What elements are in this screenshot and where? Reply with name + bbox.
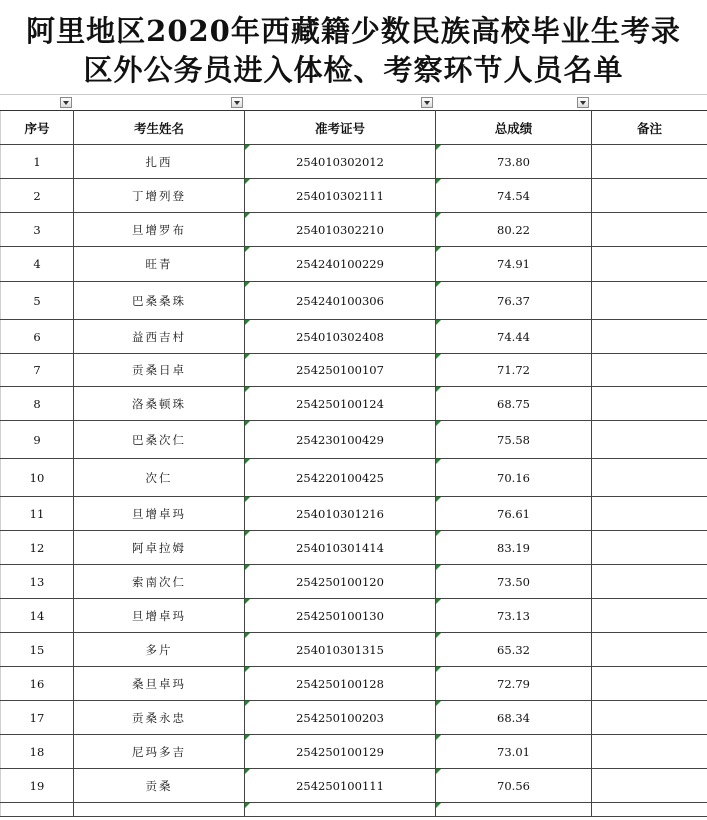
cell-id: 254250100111 [245,769,436,803]
header-cell: 备注 [592,111,707,145]
cell-no: 12 [1,531,74,565]
cell-score: 65.32 [436,633,592,667]
cell-id [245,803,436,817]
header-cell: 考生姓名 [74,111,245,145]
table-row [1,531,707,565]
cell-note [592,531,707,565]
cell-no: 19 [1,769,74,803]
cell-no: 4 [1,247,74,282]
cell-score: 70.16 [436,459,592,497]
cell-no: 18 [1,735,74,769]
cell-id: 254230100429 [245,421,436,459]
table-row [1,247,707,282]
cell-no: 14 [1,599,74,633]
cell-id: 254010302408 [245,320,436,354]
cell-id: 254010302111 [245,179,436,213]
cell-note [592,421,707,459]
cell-note [592,565,707,599]
cell-id: 254010302210 [245,213,436,247]
document-title-line-1: 阿里地区2020年西藏籍少数民族高校毕业生考录 [26,14,681,48]
cell-id: 254250100107 [245,354,436,387]
cell-name: 巴桑次仁 [74,421,245,459]
cell-name: 次仁 [74,459,245,497]
cell-id: 254220100425 [245,459,436,497]
cell-score: 73.13 [436,599,592,633]
cell-name: 扎西 [74,145,245,179]
cell-score: 74.54 [436,179,592,213]
table-row [1,354,707,387]
cell-no: 15 [1,633,74,667]
header-cell: 序号 [1,111,74,145]
filter-dropdown-icon[interactable] [231,97,243,108]
cell-name: 旦增卓玛 [74,497,245,531]
cell-no: 5 [1,282,74,320]
cell-name: 旺青 [74,247,245,282]
cell-score: 70.56 [436,769,592,803]
cell-score: 74.44 [436,320,592,354]
table-row [1,421,707,459]
table-row [1,633,707,667]
cell-note [592,599,707,633]
cell-no: 3 [1,213,74,247]
cell-score: 75.58 [436,421,592,459]
cell-note [592,633,707,667]
cell-id: 254010302012 [245,145,436,179]
document-title-line-2: 区外公务员进入体检、考察环节人员名单 [83,53,624,87]
table-row [1,145,707,179]
cell-name: 益西吉村 [74,320,245,354]
cell-name: 桑旦卓玛 [74,667,245,701]
table-row [1,179,707,213]
cell-name: 贡桑日卓 [74,354,245,387]
cell-score: 68.34 [436,701,592,735]
cell-note [592,354,707,387]
cell-note [592,247,707,282]
cell-no: 13 [1,565,74,599]
cell-no: 9 [1,421,74,459]
table-row [1,735,707,769]
cell-name [74,803,245,817]
table-header-row [1,111,707,145]
cell-note [592,387,707,421]
cell-id: 254250100129 [245,735,436,769]
cell-score: 74.91 [436,247,592,282]
table-row [1,282,707,320]
cell-no: 17 [1,701,74,735]
filter-dropdown-icon[interactable] [577,97,589,108]
cell-note [592,213,707,247]
cell-note [592,769,707,803]
cell-name: 多片 [74,633,245,667]
cell-note [592,179,707,213]
table-row [1,387,707,421]
cell-id: 254240100306 [245,282,436,320]
cell-no: 10 [1,459,74,497]
cell-note [592,803,707,817]
cell-id: 254240100229 [245,247,436,282]
table-row [1,565,707,599]
cell-score: 76.61 [436,497,592,531]
cell-score: 80.22 [436,213,592,247]
table-row [1,803,707,817]
cell-id: 254250100120 [245,565,436,599]
cell-note [592,667,707,701]
cell-id: 254010301216 [245,497,436,531]
cell-name: 丁增列登 [74,179,245,213]
cell-score: 76.37 [436,282,592,320]
table-row [1,320,707,354]
cell-id: 254010301315 [245,633,436,667]
cell-id: 254010301414 [245,531,436,565]
cell-name: 贡桑永忠 [74,701,245,735]
cell-note [592,320,707,354]
cell-note [592,145,707,179]
cell-no: 11 [1,497,74,531]
cell-note [592,735,707,769]
cell-name: 巴桑桑珠 [74,282,245,320]
cell-id: 254250100128 [245,667,436,701]
cell-no: 8 [1,387,74,421]
cell-score: 68.75 [436,387,592,421]
cell-id: 254250100124 [245,387,436,421]
cell-name: 索南次仁 [74,565,245,599]
cell-name: 旦增罗布 [74,213,245,247]
table-row [1,667,707,701]
table-row [1,769,707,803]
header-cell: 准考证号 [245,111,436,145]
candidate-table [0,110,707,817]
cell-id: 254250100130 [245,599,436,633]
cell-id: 254250100203 [245,701,436,735]
cell-score: 71.72 [436,354,592,387]
header-cell: 总成绩 [436,111,592,145]
cell-no [1,803,74,817]
cell-no: 2 [1,179,74,213]
table-row [1,599,707,633]
table-row [1,459,707,497]
cell-name: 阿卓拉姆 [74,531,245,565]
cell-no: 16 [1,667,74,701]
cell-note [592,459,707,497]
table-row [1,213,707,247]
cell-no: 1 [1,145,74,179]
table-row [1,497,707,531]
cell-note [592,701,707,735]
cell-score: 73.01 [436,735,592,769]
cell-name: 旦增卓玛 [74,599,245,633]
cell-score: 72.79 [436,667,592,701]
table-row [1,701,707,735]
filter-dropdown-icon[interactable] [421,97,433,108]
cell-note [592,282,707,320]
cell-score: 73.50 [436,565,592,599]
cell-no: 7 [1,354,74,387]
cell-name: 贡桑 [74,769,245,803]
cell-no: 6 [1,320,74,354]
cell-name: 尼玛多吉 [74,735,245,769]
autofilter-row [0,94,707,111]
cell-score [436,803,592,817]
filter-dropdown-icon[interactable] [60,97,72,108]
cell-note [592,497,707,531]
cell-score: 73.80 [436,145,592,179]
cell-score: 83.19 [436,531,592,565]
cell-name: 洛桑顿珠 [74,387,245,421]
